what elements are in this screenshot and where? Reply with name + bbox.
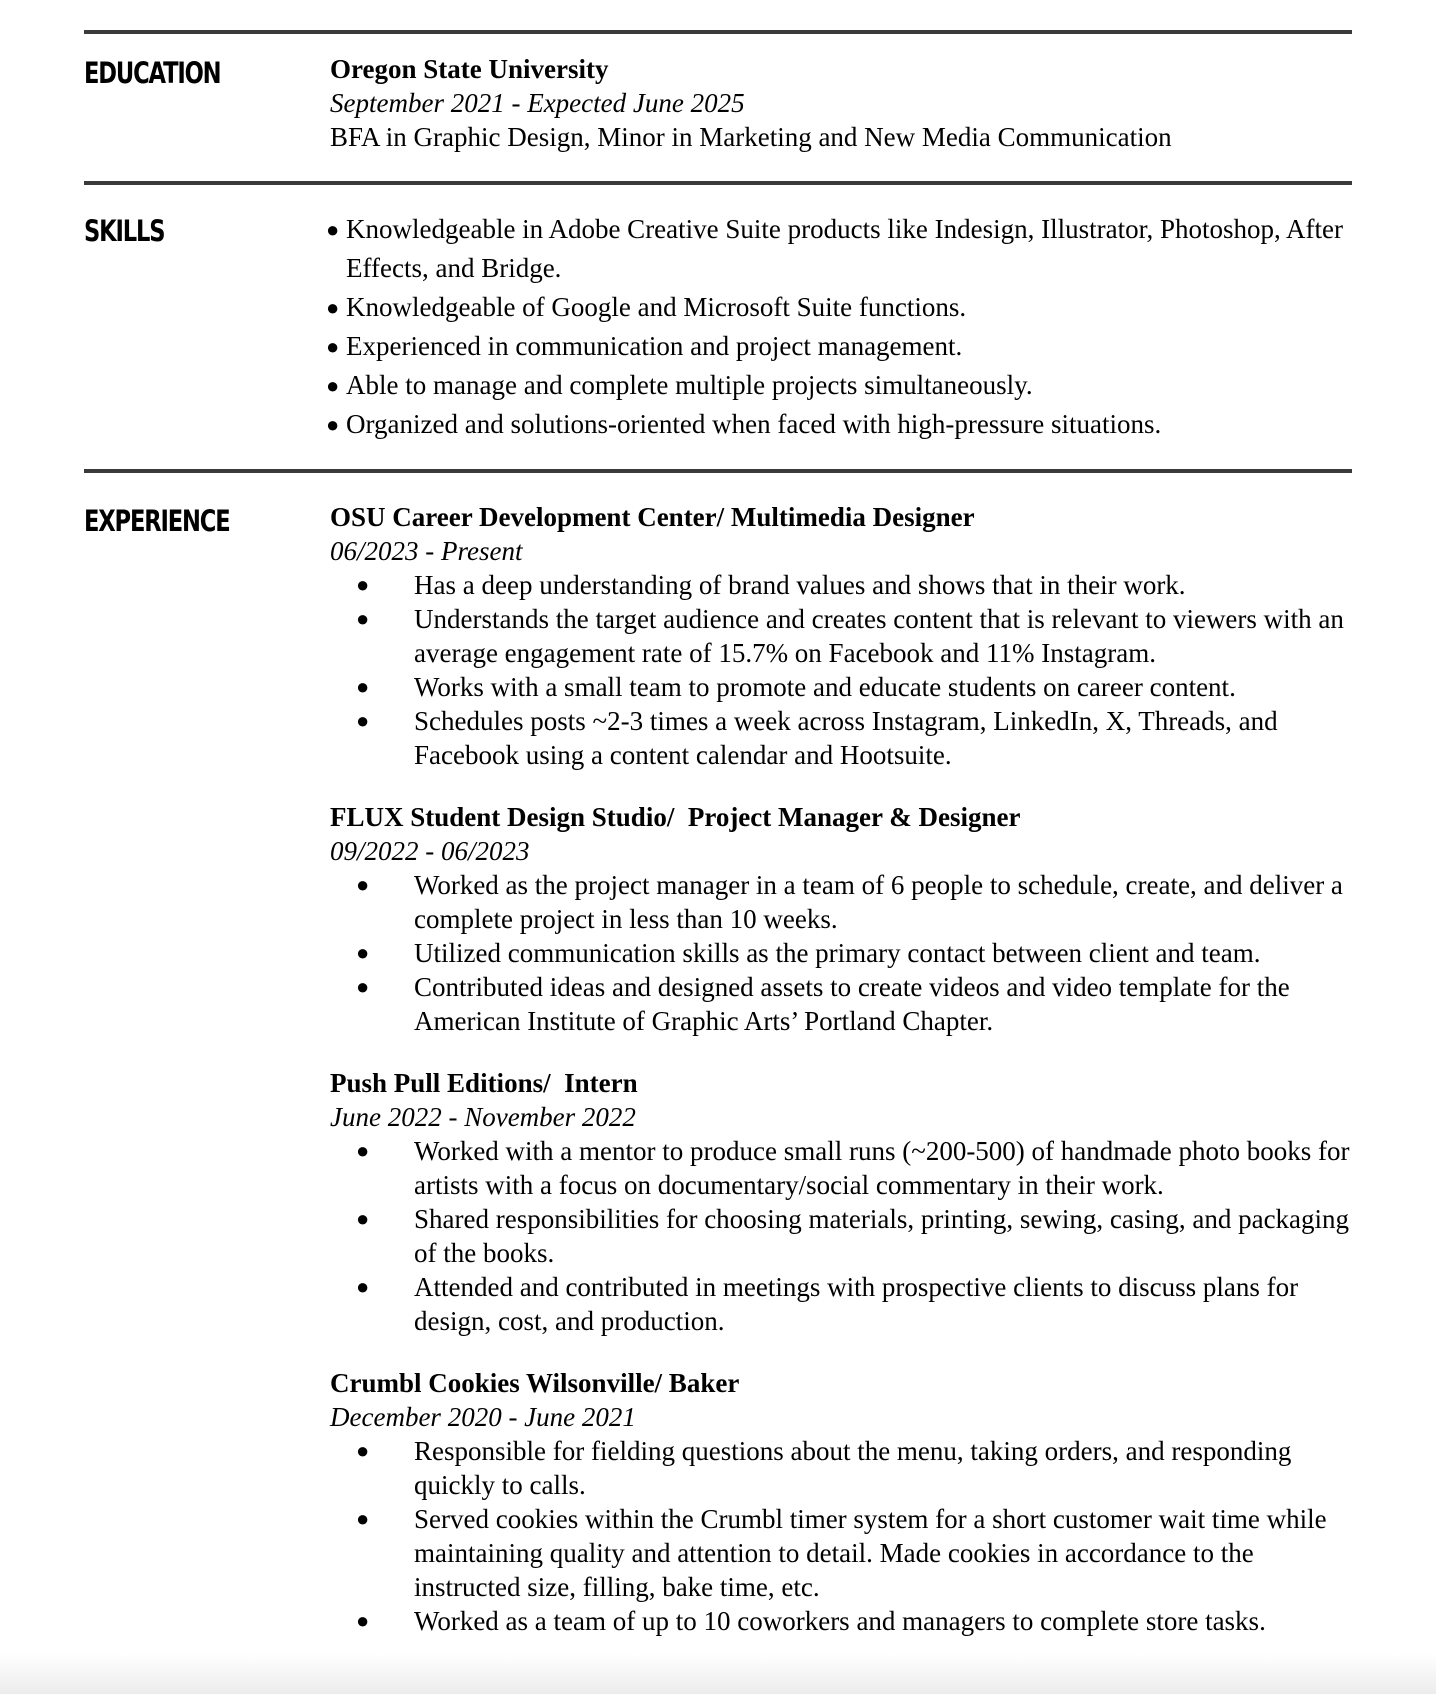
job-title: OSU Career Development Center/ Multimedia Designer [330,502,975,532]
skills-list [326,210,1426,444]
experience-heading: EXPERIENCE [84,504,230,538]
job-bullet: ● Schedules posts ~2-3 times a week across Instagram, LinkedIn, X, Threads, and Facebook using a content calendar and Hootsuite. [356,706,1278,770]
experience-content [330,500,1430,1666]
bullet-icon: ● [356,1274,370,1299]
job-entry [330,500,1430,772]
education-content [330,52,1430,154]
job-bullets [330,1134,1430,1338]
job-bullet: ● Understands the target audience and creates content that is relevant to viewers with an average engagement rate of 15.7% on Facebook and 11% Instagram. [356,604,1344,668]
bullet-icon: ● [326,412,340,437]
job-bullet: ● Shared responsibilities for choosing materials, printing, sewing, casing, and packaging of the books. [356,1204,1350,1268]
job-bullets [330,1434,1430,1638]
bullet-icon: ● [356,974,370,999]
bullet-icon: ● [356,1206,370,1231]
bullet-icon: ● [326,373,340,398]
bullet-icon: ● [356,606,370,631]
job-bullet: ● Worked as a team of up to 10 coworkers and managers to complete store tasks. [356,1606,1266,1636]
bullet-icon: ● [326,295,340,320]
job-entry [330,800,1430,1038]
bullet-icon: ● [356,1138,370,1163]
bullet-icon: ● [326,334,340,359]
skill-item: ● Knowledgeable of Google and Microsoft Suite functions. [326,288,1386,327]
job-bullet: ● Has a deep understanding of brand values and shows that in their work. [356,570,1186,600]
divider-skills [84,469,1352,473]
skills-content [326,210,1426,444]
job-bullets [330,868,1430,1038]
bullet-icon: ● [356,708,370,733]
bullet-icon: ● [356,1438,370,1463]
job-bullet: ● Utilized communication skills as the primary contact between client and team. [356,938,1261,968]
job-bullet: ● Worked as the project manager in a team of 6 people to schedule, create, and deliver a complete project in less than 10 weeks. [356,870,1343,934]
bullet-icon: ● [356,674,370,699]
job-title: Crumbl Cookies Wilsonville/ Baker [330,1368,740,1398]
job-title: FLUX Student Design Studio/ Project Manager & Designer [330,802,1021,832]
job-bullet: ● Served cookies within the Crumbl timer system for a short customer wait time while maintaining quality and attention to detail. Made cookies in accordance to the instructed size, filling, bake time, etc. [356,1504,1327,1602]
job-bullet: ● Works with a small team to promote and educate students on career content. [356,672,1236,702]
bullet-icon: ● [326,217,340,242]
job-dates: December 2020 - June 2021 [330,1402,636,1432]
education-heading: EDUCATION [84,56,221,90]
job-title: Push Pull Editions/ Intern [330,1068,638,1098]
job-bullet: ● Attended and contributed in meetings with prospective clients to discuss plans for design, cost, and production. [356,1272,1299,1336]
education-dates: September 2021 - Expected June 2025 [330,88,745,118]
bullet-icon: ● [356,940,370,965]
school-name: Oregon State University [330,54,609,84]
skill-item: ● Knowledgeable in Adobe Creative Suite products like Indesign, Illustrator, Photoshop, After Effects, and Bridge. [326,210,1386,288]
bullet-icon: ● [356,1608,370,1633]
bullet-icon: ● [356,872,370,897]
job-entry [330,1066,1430,1338]
skill-item: ● Able to manage and complete multiple projects simultaneously. [326,366,1386,405]
bullet-icon: ● [356,1506,370,1531]
job-entry [330,1366,1430,1638]
job-dates: 06/2023 - Present [330,536,523,566]
divider-education [84,181,1352,185]
page-bottom-shadow [0,1654,1436,1694]
bullet-icon: ● [356,572,370,597]
skill-item: ● Experienced in communication and project management. [326,327,1386,366]
job-bullet: ● Contributed ideas and designed assets to create videos and video template for the American Institute of Graphic Arts’ Portland Chapter. [356,972,1290,1036]
degree-text: BFA in Graphic Design, Minor in Marketing and New Media Communication [330,122,1172,152]
skills-heading: SKILLS [84,214,165,248]
skill-item: ● Organized and solutions-oriented when faced with high-pressure situations. [326,405,1386,444]
job-dates: June 2022 - November 2022 [330,1102,636,1132]
job-bullet: ● Responsible for fielding questions about the menu, taking orders, and responding quickly to calls. [356,1436,1292,1500]
job-bullets [330,568,1430,772]
divider-top [84,30,1352,34]
job-bullet: ● Worked with a mentor to produce small runs (~200-500) of handmade photo books for artists with a focus on documentary/social commentary in their work. [356,1136,1350,1200]
job-dates: 09/2022 - 06/2023 [330,836,530,866]
